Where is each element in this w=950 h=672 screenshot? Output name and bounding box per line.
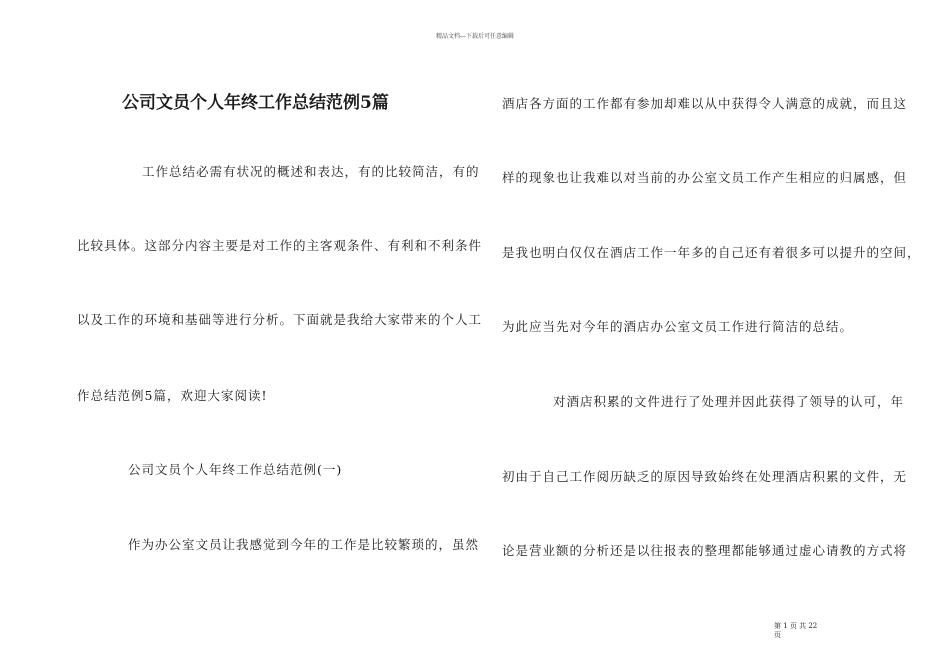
header-note: 精品文档---下载后可任意编辑 [435,33,515,40]
paragraph-line: 以及工作的环境和基础等进行分析。下面就是我给大家带来的个人工 [77,312,483,327]
page-number-line: 页 [774,631,781,639]
page-number-line: 第 1 页 共 22 [774,622,818,630]
paragraph-line: 对酒店积累的文件进行了处理并因此获得了领导的认可，年 [553,394,905,409]
paragraph-line: 论是营业额的分析还是以往报表的整理都能够通过虚心请教的方式将 [502,543,908,558]
document-title: 公司文员个人年终工作总结范例5篇 [122,93,389,113]
paragraph-line: 是我也明白仅仅在酒店工作一年多的自己还有着很多可以提升的空间， [502,245,921,260]
section-heading: 公司文员个人年终工作总结范例(一) [128,462,343,477]
paragraph-line: 初由于自己工作阅历缺乏的原因导致始终在处理酒店积累的文件，无 [502,469,908,484]
paragraph-line: 工作总结必需有状况的概述和表达，有的比较简洁，有的 [142,164,480,179]
paragraph-line: 样的现象也让我难以对当前的办公室文员工作产生相应的归属感，但 [502,170,908,185]
paragraph-line: 比较具体。这部分内容主要是对工作的主客观条件、有利和不利条件 [77,238,483,253]
paragraph-line: 作总结范例5篇，欢迎大家阅读! [77,388,268,403]
paragraph-line: 为此应当先对今年的酒店办公室文员工作进行简洁的总结。 [502,319,854,334]
paragraph-line: 作为办公室文员让我感觉到今年的工作是比较繁琐的，虽然 [128,537,480,552]
paragraph-line: 酒店各方面的工作都有参加却难以从中获得令人满意的成就，而且这 [502,96,908,111]
page-number [774,622,844,640]
